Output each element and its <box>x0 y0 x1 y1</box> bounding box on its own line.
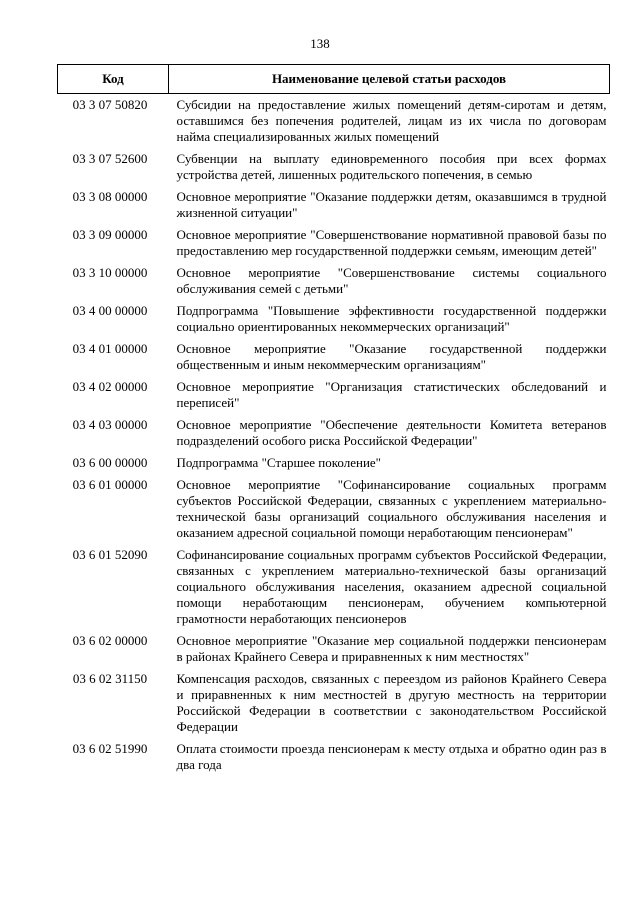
row-code: 03 3 08 00000 <box>72 189 148 204</box>
row-code: 03 6 00 00000 <box>72 455 148 470</box>
row-name: Основное мероприятие "Софинансирование социальных программ субъектов Российской Федерации, связанных с укреплением материально-технической базы организаций социального обслуживания населения и оказанием адресной социальной помощи неработающим пенсионерам" <box>176 477 607 540</box>
row-name: Субсидии на предоставление жилых помещений детям-сиротам и детям, оставшимся без попечения родителей, лицам из их числа по договорам найма специализированных жилых помещений <box>176 97 607 144</box>
row-code: 03 6 01 52090 <box>72 547 148 562</box>
row-name: Подпрограмма "Повышение эффективности государственной поддержки социально ориентированных некоммерческих организаций" <box>176 303 607 334</box>
row-code: 03 3 10 00000 <box>72 265 148 280</box>
row-name: Основное мероприятие "Оказание мер социальной поддержки пенсионерам в районах Крайнего Севера и приравненных к ним местностях" <box>176 633 607 664</box>
table-body <box>58 94 610 777</box>
table-row <box>58 186 610 224</box>
table-row <box>58 474 610 544</box>
row-code: 03 4 03 00000 <box>72 417 148 432</box>
table-row <box>58 224 610 262</box>
table-row <box>58 94 610 149</box>
table-row <box>58 300 610 338</box>
table-row <box>58 452 610 474</box>
row-name: Основное мероприятие "Совершенствование системы социального обслуживания семей с детьми" <box>176 265 607 296</box>
name-column-header: Наименование целевой статьи расходов <box>169 65 610 94</box>
row-code: 03 4 02 00000 <box>72 379 148 394</box>
row-code: 03 4 01 00000 <box>72 341 148 356</box>
row-name: Основное мероприятие "Совершенствование нормативной правовой базы по предоставлению мер государственной поддержки семьям, имеющим детей" <box>176 227 607 258</box>
row-code: 03 6 02 51990 <box>72 741 148 756</box>
row-name: Компенсация расходов, связанных с переездом из районов Крайнего Севера и приравненных к ним местностей в другую местность на территории Российской Федерации в соответствии с законодательством Российской Федерации <box>176 671 607 734</box>
row-code: 03 4 00 00000 <box>72 303 148 318</box>
code-column-header: Код <box>58 65 169 94</box>
table-row <box>58 738 610 776</box>
row-name: Основное мероприятие "Оказание поддержки детям, оказавшимся в трудной жизненной ситуации" <box>176 189 607 220</box>
row-name: Основное мероприятие "Организация статистических обследований и переписей" <box>176 379 607 410</box>
row-name: Оплата стоимости проезда пенсионерам к месту отдыха и обратно один раз в два года <box>176 741 607 772</box>
table-row <box>58 630 610 668</box>
table-row <box>58 376 610 414</box>
target-expense-table <box>57 64 610 776</box>
table-row <box>58 544 610 630</box>
row-name: Основное мероприятие "Обеспечение деятельности Комитета ветеранов подразделений особого риска Российской Федерации" <box>176 417 607 448</box>
row-name: Софинансирование социальных программ субъектов Российской Федерации, связанных с укреплением материально-технической базы организаций социального обслуживания населения, оказанием адресной социальной помощи неработающим пенсионерам, обучением компьютерной грамотности неработающих пенсионеров <box>176 547 607 626</box>
row-name: Основное мероприятие "Оказание государственной поддержки общественным и иным некоммерческим организациям" <box>176 341 607 372</box>
page-number: 138 <box>310 36 330 51</box>
table-row <box>58 148 610 186</box>
table-row <box>58 668 610 738</box>
row-code: 03 3 07 52600 <box>72 151 148 166</box>
row-name: Подпрограмма "Старшее поколение" <box>176 455 381 470</box>
row-code: 03 6 01 00000 <box>72 477 148 492</box>
row-code: 03 3 09 00000 <box>72 227 148 242</box>
row-code: 03 6 02 00000 <box>72 633 148 648</box>
table-row <box>58 414 610 452</box>
row-name: Субвенции на выплату единовременного пособия при всех формах устройства детей, лишенных родительского попечения, в семью <box>176 151 607 182</box>
row-code: 03 3 07 50820 <box>72 97 148 112</box>
table-row <box>58 338 610 376</box>
table-header-row <box>58 65 610 94</box>
table-row <box>58 262 610 300</box>
row-code: 03 6 02 31150 <box>72 671 148 686</box>
